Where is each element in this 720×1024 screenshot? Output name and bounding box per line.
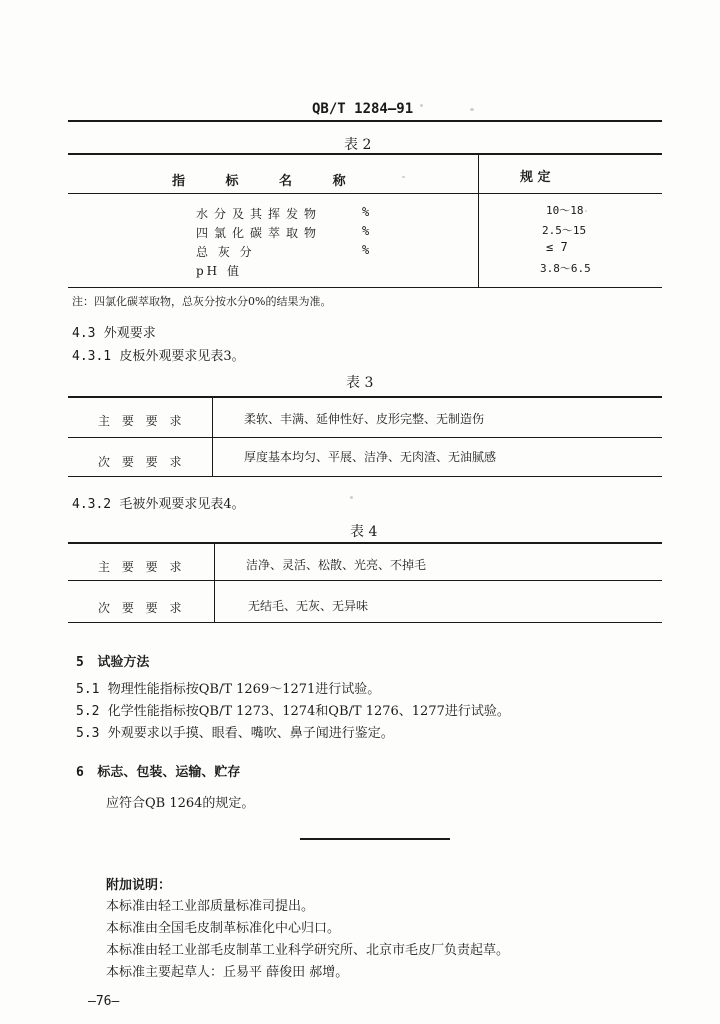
table4-top-rule <box>68 542 662 544</box>
section-5-heading <box>76 651 149 670</box>
table4-row-label: 主 要 要 求 <box>98 560 186 574</box>
table2-column-divider <box>478 155 479 288</box>
table3-row-label: 主 要 要 求 <box>98 414 186 428</box>
appendix-line: 本标准由轻工业部毛皮制革工业科学研究所、北京市毛皮厂负责起草。 <box>106 943 510 958</box>
section-number: 4.3.1 <box>72 349 112 364</box>
page-number: —76— <box>88 994 120 1009</box>
table2-row-unit: % <box>362 243 370 257</box>
table2-top-rule <box>68 153 662 155</box>
appendix-divider <box>300 838 450 840</box>
table2-bottom-rule <box>68 287 662 288</box>
table2-header-rule <box>68 193 662 194</box>
table4-title: 表 4 <box>350 524 378 540</box>
table2-row-name: 水分及其挥发物 <box>196 207 323 221</box>
section-number: 5.2 <box>76 704 100 719</box>
section-4-3-heading <box>72 322 156 341</box>
section-text: 外观要求以手摸、眼看、嘴吹、鼻子闻进行鉴定。 <box>107 726 394 741</box>
appendix-line: 本标准由全国毛皮制革标准化中心归口。 <box>106 921 341 936</box>
table3-title: 表 3 <box>346 375 374 391</box>
section-title: 试验方法 <box>97 655 150 670</box>
table4-middle-rule <box>68 580 662 581</box>
appendix-line: 本标准由轻工业部质量标准司提出。 <box>106 899 315 914</box>
appendix-title: 附加说明： <box>106 878 172 893</box>
table2-title: 表 2 <box>344 137 372 153</box>
table2-row-value: 3.8～6.5 <box>540 262 591 275</box>
section-text: 毛被外观要求见表4。 <box>119 497 245 512</box>
standard-code-header: QB/T 1284—91 <box>312 101 414 117</box>
section-text: 皮板外观要求见表3。 <box>119 349 245 364</box>
table4-column-divider <box>214 544 215 623</box>
table2-row-value: 10～18 <box>546 204 584 217</box>
table2-row-name: 四氯化碳萃取物 <box>196 226 323 240</box>
table3-row-label: 次 要 要 求 <box>98 455 186 469</box>
table4-row-label: 次 要 要 求 <box>98 601 186 615</box>
section-number: 4.3 <box>72 326 96 341</box>
section-number: 5.1 <box>76 682 100 697</box>
table2-row-value: ≤ 7 <box>546 240 568 254</box>
table2-row-unit: % <box>362 205 370 219</box>
scan-speck <box>402 176 405 178</box>
section-5-1 <box>76 678 380 697</box>
scan-speck <box>585 210 587 212</box>
section-number: 6 <box>76 765 84 780</box>
table2-note: 注：四氯化碳萃取物，总灰分按水分0%的结果为准。 <box>72 295 332 308</box>
table3-row-text: 厚度基本均匀、平展、洁净、无肉渣、无油腻感 <box>244 450 497 464</box>
section-6-body: 应符合QB 1264的规定。 <box>106 796 255 811</box>
table3-bottom-rule <box>68 476 662 477</box>
table4-row-text: 无结毛、无灰、无异味 <box>248 599 369 613</box>
table2-header-indicator: 指 标 名 称 <box>172 174 364 189</box>
table2-header-spec: 规 定 <box>520 170 551 185</box>
table2-row-value: 2.5～15 <box>542 224 587 237</box>
table4-row-text: 洁净、灵活、松散、光亮、不掉毛 <box>246 558 427 572</box>
section-6-heading <box>76 761 240 780</box>
header-rule <box>68 120 662 122</box>
table3-row-text: 柔软、丰满、延伸性好、皮形完整、无制造伤 <box>244 412 485 426</box>
section-number: 5.3 <box>76 726 100 741</box>
section-text: 化学性能指标按QB/T 1273、1274和QB/T 1276、1277进行试验。 <box>107 704 510 719</box>
appendix-line: 本标准主要起草人：丘易平 薛俊田 郝增。 <box>106 965 349 980</box>
section-4-3-2 <box>72 493 245 512</box>
table4-bottom-rule <box>68 622 662 623</box>
table2-row-unit: % <box>362 224 370 238</box>
section-number: 4.3.2 <box>72 497 112 512</box>
section-text: 物理性能指标按QB/T 1269～1271进行试验。 <box>107 682 381 697</box>
scan-speck <box>470 108 474 111</box>
section-number: 5 <box>76 655 84 670</box>
table2-row-name: pH 值 <box>196 264 242 278</box>
table2-row-name: 总 灰 分 <box>196 245 255 259</box>
table3-middle-rule <box>68 437 662 438</box>
scan-speck <box>350 496 353 499</box>
section-5-3 <box>76 722 394 741</box>
table3-top-rule <box>68 396 662 398</box>
section-4-3-1 <box>72 345 245 364</box>
section-5-2 <box>76 700 510 719</box>
section-title: 外观要求 <box>103 326 156 341</box>
scan-speck <box>420 104 423 107</box>
section-title: 标志、包装、运输、贮存 <box>97 765 241 780</box>
